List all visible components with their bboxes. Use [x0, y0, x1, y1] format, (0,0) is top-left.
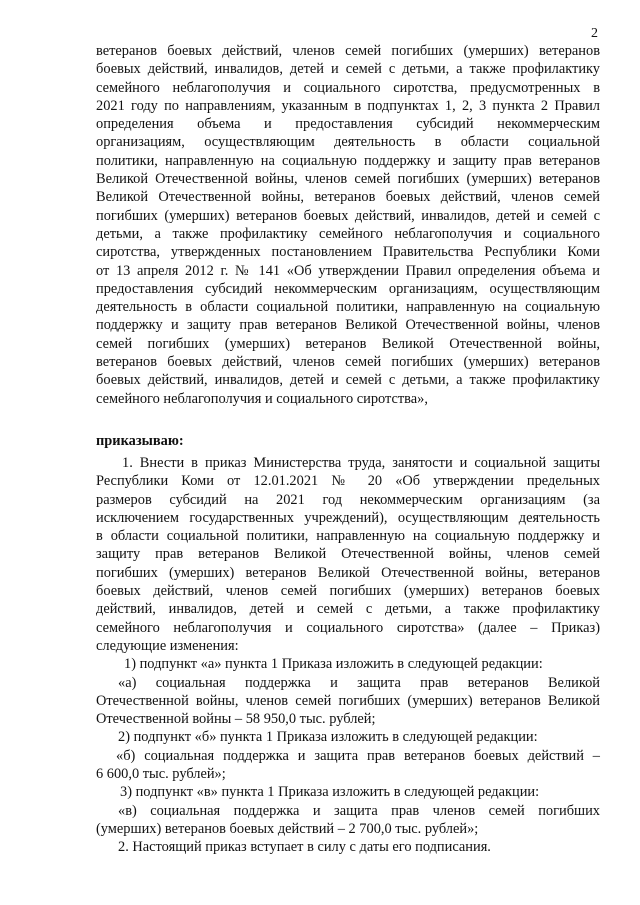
preamble-paragraph — [96, 42, 600, 408]
text-line: ветеранов боевых действий, членов семей погибших (умерших) ветеранов — [96, 354, 600, 371]
text-line: детьми, а также профилактику семейного неблагополучия и социального — [96, 225, 600, 242]
text-line: деятельность в области социальной политики, направленную на социальную — [96, 299, 600, 316]
text-line: предоставления субсидий некоммерческим организациям, осуществляющим — [96, 280, 600, 297]
text-line: Отечественной войны, членов семей погибших (умерших) ветеранов Великой — [96, 692, 600, 709]
text-line: «в) социальная поддержка и защита прав членов семей погибших — [118, 802, 600, 819]
item-2-paragraph — [96, 838, 600, 856]
text-line: ветеранов боевых действий, членов семей погибших (умерших) ветеранов — [96, 43, 600, 59]
page-number: 2 — [591, 26, 598, 41]
text-line: семейного неблагополучия и социального сиротства» (далее – Приказ) — [96, 619, 600, 636]
text-line: погибших (умерших) ветеранов боевых действий, инвалидов, детей и семей с — [96, 207, 600, 224]
text-line: следующие изменения: — [96, 637, 239, 654]
text-line: погибших (умерших) ветеранов Великой Отечественной войны, ветеранов — [96, 564, 600, 581]
text-line: размеров субсидий на 2021 год некоммерческим организациям (за — [96, 491, 600, 508]
text-line: 1) подпункт «а» пункта 1 Приказа изложить в следующей редакции: — [124, 656, 543, 673]
item-1-paragraph — [96, 454, 600, 655]
text-line: семей погибших (умерших) ветеранов Великой Отечественной войны, — [96, 335, 600, 352]
text-line: сиротства, утвержденных постановлением Правительства Республики Коми — [96, 244, 600, 261]
text-line: поддержку и защиту прав ветеранов Великой Отечественной войны, членов — [96, 317, 600, 334]
text-line: определения объема и предоставления субсидий некоммерческим — [96, 116, 600, 133]
text-line: семейного неблагополучия и социального сиротства, предусмотренных в — [96, 79, 600, 96]
text-line: 2) подпункт «б» пункта 1 Приказа изложить в следующей редакции: — [118, 729, 538, 746]
text-line: действий, инвалидов, детей и семей с детьми, а также профилактику — [96, 601, 600, 618]
text-line: «а) социальная поддержка и защита прав ветеранов Великой — [118, 674, 600, 691]
text-line: 3) подпункт «в» пункта 1 Приказа изложить в следующей редакции: — [120, 784, 540, 801]
text-line: боевых действий, инвалидов, детей и семей с детьми, а также профилактику — [96, 372, 600, 389]
text-line: 1. Внести в приказ Министерства труда, занятости и социальной защиты — [122, 454, 600, 471]
text-line: Великой Отечественной войны, членов семей погибших (умерших) ветеранов — [96, 171, 600, 188]
text-line: в области социальной политики, направленную на социальную поддержку и — [96, 528, 600, 545]
text-line: защиту прав ветеранов Великой Отечественной войны, членов семей — [96, 546, 600, 563]
text-line: Республики Коми от 12.01.2021 № 20 «Об утверждении предельных — [96, 473, 600, 490]
text-line: от 13 апреля 2012 г. № 141 «Об утверждении Правил определения объема и — [96, 262, 600, 279]
text-line: Великой Отечественной войны, ветеранов боевых действий, членов семей — [96, 189, 600, 206]
document-body — [96, 42, 600, 856]
text-line: Отечественной войны – 58 950,0 тыс. рублей; — [96, 711, 376, 728]
text-line: боевых действий, членов семей погибших (умерших) ветеранов боевых — [96, 583, 600, 600]
subitem-c — [96, 783, 600, 838]
text-line: политики, направленную на социальную поддержку и защиту прав ветеранов — [96, 152, 600, 169]
text-line: «б) социальная поддержка и защита прав ветеранов боевых действий – — [116, 747, 600, 764]
text-line: организациям, осуществляющим деятельность в области социальной — [96, 134, 600, 151]
text-line: боевых действий, инвалидов, детей и семей с детьми, а также профилактику — [96, 61, 600, 78]
subitem-b — [96, 728, 600, 783]
text-line: 2. Настоящий приказ вступает в силу с даты его подписания. — [118, 839, 491, 856]
text-line: 2021 году по направлениям, указанным в подпунктах 1, 2, 3 пункта 2 Правил — [96, 97, 600, 114]
order-heading: приказываю: — [96, 432, 184, 449]
subitem-a — [96, 655, 600, 728]
text-line: семейного неблагополучия и социального сиротства», — [96, 390, 428, 407]
text-line: исключением государственных учреждений), осуществляющим деятельность — [96, 509, 600, 526]
text-line: 6 600,0 тыс. рублей»; — [96, 765, 226, 782]
text-line: (умерших) ветеранов боевых действий – 2 700,0 тыс. рублей»; — [96, 820, 479, 837]
